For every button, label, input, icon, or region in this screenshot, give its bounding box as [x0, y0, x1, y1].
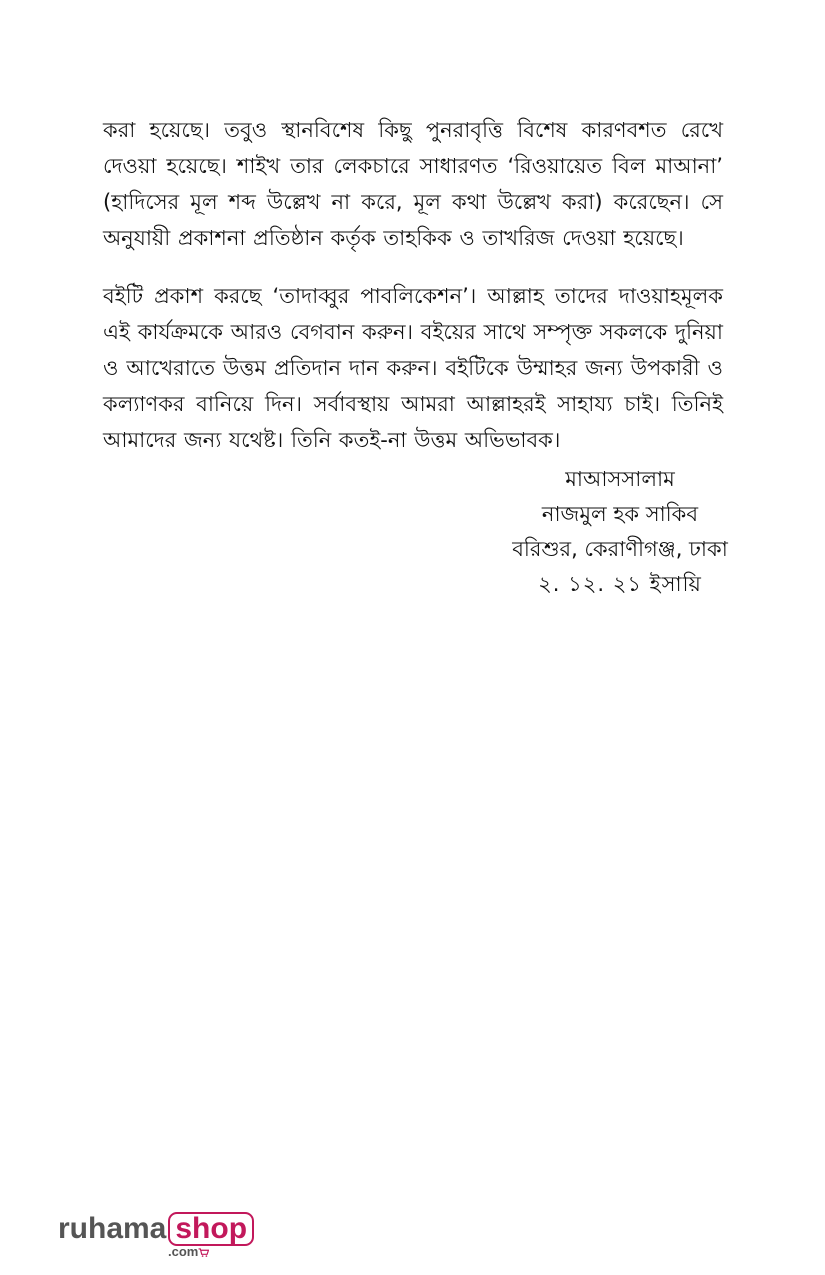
watermark-domain: [168, 1245, 209, 1259]
ruhamashop-watermark-logo: [58, 1212, 258, 1262]
signature-name: নাজমুল হক সাকিব: [541, 502, 699, 526]
signature-salutation: মাআসসালাম: [565, 467, 675, 491]
paragraph-1: করা হয়েছে। তবুও স্থানবিশেষ কিছু পুনরাবৃত্তি বিশেষ কারণবশত রেখে দেওয়া হয়েছে। শাইখ তার লেকচারে সাধারণত ‘রিওয়ায়েত বিল মাআনা’ (হাদিসের মূল শব্দ উল্লেখ না করে, মূল কথা উল্লেখ করা) করেছেন। সে অনুযায়ী প্রকাশনা প্রতিষ্ঠান কর্তৃক তাহকিক ও তাখরিজ দেওয়া হয়েছে।: [103, 118, 723, 250]
cart-icon: [198, 1248, 209, 1257]
signature-date: ২. ১২. ২১ ইসায়ি: [538, 572, 702, 596]
watermark-text-com: .com: [168, 1244, 199, 1259]
body-text: [103, 112, 723, 458]
paragraph-2: বইটি প্রকাশ করছে ‘তাদাব্বুর পাবলিকেশন’। আল্লাহ তাদের দাওয়াহমূলক এই কার্যক্রমকে আরও বেগবান করুন। বইয়ের সাথে সম্পৃক্ত সকলকে দুনিয়া ও আখেরাতে উত্তম প্রতিদান দান করুন। বইটিকে উম্মাহর জন্য উপকারী ও কল্যাণকর বানিয়ে দিন। সর্বাবস্থায় আমরা আল্লাহরই সাহায্য চাই। তিনিই আমাদের জন্য যথেষ্ট। তিনি কতই-না উত্তম অভিভাবক।: [103, 284, 723, 452]
signature-location: বরিশুর, কেরাণীগঞ্জ, ঢাকা: [512, 537, 728, 561]
watermark-text-shop: shop: [168, 1212, 254, 1246]
signature-block: [470, 462, 770, 602]
watermark-text-ruhama: ruhama: [58, 1212, 167, 1245]
watermark-wordmark: [58, 1212, 254, 1246]
